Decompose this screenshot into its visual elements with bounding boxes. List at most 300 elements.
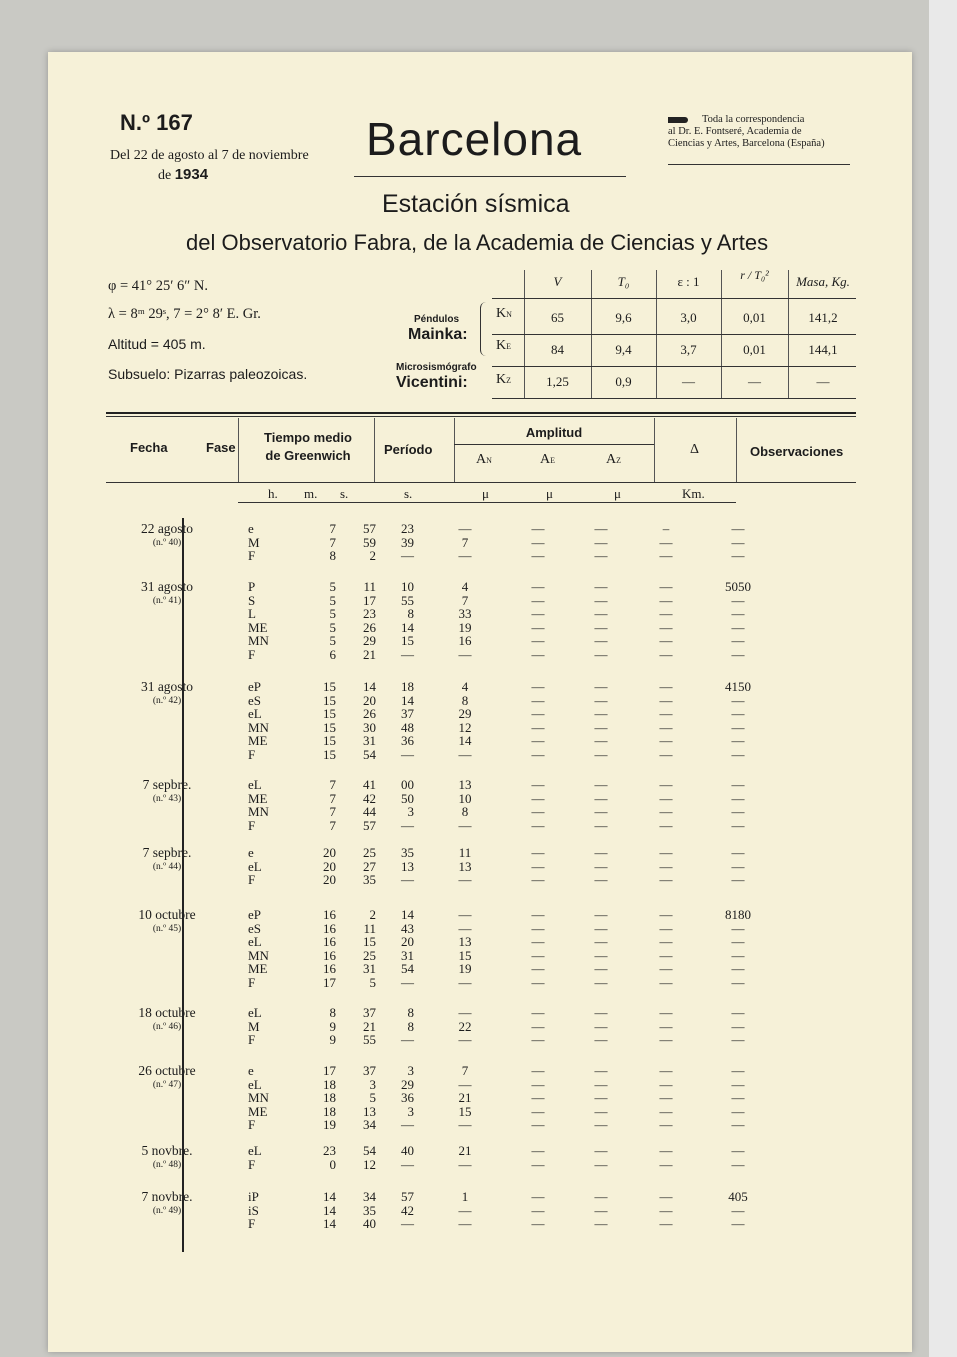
cell-m: 11 <box>363 579 376 594</box>
cell-s: 8 <box>407 1005 414 1020</box>
cell-fase: ME <box>248 619 268 635</box>
cell-m: 30 <box>363 719 376 735</box>
cell-m: 11 <box>363 920 376 936</box>
cell-az: — <box>659 534 673 550</box>
cell-fase: MN <box>248 804 269 819</box>
inst-masa: 144,1 <box>808 342 838 357</box>
cell-an: — <box>531 1189 545 1204</box>
cell-s: 48 <box>401 719 414 735</box>
units-rule <box>238 502 736 503</box>
event-number: (n.º 49) <box>152 1205 182 1216</box>
cell-an: — <box>531 1005 545 1020</box>
cell-per: 29 <box>458 706 472 721</box>
cell-m: 25 <box>363 845 376 860</box>
cell-m: 57 <box>363 817 376 833</box>
table-row <box>108 908 868 922</box>
cell-d: — <box>731 1090 745 1105</box>
event-date: 10 octubre <box>138 907 196 922</box>
cell-an: — <box>531 777 545 792</box>
head-grid-line <box>654 418 655 482</box>
col-head-ae-sub: E <box>550 456 556 465</box>
table-row <box>108 680 868 694</box>
cell-az: — <box>659 733 673 748</box>
col-head-fecha: Fecha <box>130 440 168 455</box>
cell-az: — <box>659 1090 673 1105</box>
cell-fase: M <box>248 1018 260 1034</box>
cell-h: 5 <box>329 606 336 621</box>
cell-h: 7 <box>329 777 336 792</box>
col-head-az <box>606 452 621 468</box>
cell-s: 3 <box>407 1103 414 1119</box>
cell-ae: — <box>594 706 608 721</box>
col-head-tiempo-2: de Greenwich <box>265 448 351 463</box>
cell-ae: — <box>594 633 608 648</box>
cell-ae: — <box>594 679 608 694</box>
table-row <box>108 1105 868 1119</box>
cell-d: 4150 <box>725 679 751 694</box>
cell-ae: — <box>594 872 608 887</box>
cell-d: — <box>731 592 745 608</box>
inst-eps: — <box>682 374 695 389</box>
cell-ae: — <box>594 1076 608 1092</box>
cell-fase: P <box>248 579 256 594</box>
cell-h: 16 <box>323 934 336 949</box>
cell-fase: eL <box>248 777 262 792</box>
cell-az: — <box>659 719 673 735</box>
cell-s: 8 <box>407 1018 414 1034</box>
cell-an: — <box>531 692 545 708</box>
inst-grid-line <box>492 298 856 299</box>
cell-ae: — <box>594 1189 608 1204</box>
cell-h: 17 <box>323 1063 336 1078</box>
cell-m: 31 <box>363 733 376 748</box>
cell-h: 15 <box>323 706 336 721</box>
cell-s: 36 <box>401 1090 414 1105</box>
cell-an: — <box>531 1103 545 1119</box>
table-row <box>108 949 868 963</box>
cell-per: 13 <box>458 858 472 874</box>
table-row <box>108 634 868 648</box>
table-row <box>108 792 868 806</box>
cell-ae: — <box>594 548 608 563</box>
cell-m: 14 <box>363 679 376 694</box>
bulletin-number: N.º 167 <box>120 110 193 135</box>
cell-an: — <box>531 534 545 550</box>
cell-d: — <box>731 974 745 990</box>
cell-d: — <box>731 1143 745 1158</box>
cell-az: — <box>659 920 673 936</box>
cell-fase: S <box>248 592 256 608</box>
cell-an: — <box>531 646 545 662</box>
cell-az: — <box>659 592 673 608</box>
cell-per: — <box>458 548 472 563</box>
cell-fase: eL <box>248 1076 262 1092</box>
period-line: Del 22 de agosto al 7 de noviembre <box>110 148 309 163</box>
cell-fase: iP <box>248 1189 259 1204</box>
inst-comp-letter: K <box>496 338 507 353</box>
cell-az: — <box>659 1216 673 1231</box>
col-head-ae <box>540 452 555 468</box>
correspondence-line-2: al Dr. E. Fontseré, Academia de <box>668 126 802 137</box>
table-row <box>108 922 868 936</box>
cell-s: 40 <box>401 1143 414 1158</box>
table-row <box>108 1204 868 1218</box>
cell-ae: — <box>594 579 608 594</box>
cell-h: 7 <box>329 534 336 550</box>
cell-an: — <box>531 1032 545 1047</box>
cell-fase: eL <box>248 1143 262 1158</box>
cell-m: 15 <box>363 934 376 949</box>
cell-m: 34 <box>363 1189 376 1204</box>
city-title: Barcelona <box>366 113 583 165</box>
cell-az: — <box>659 1117 673 1132</box>
cell-an: — <box>531 804 545 819</box>
col-head-az-letter: A <box>606 452 617 467</box>
cell-an: — <box>531 606 545 621</box>
table-top-rule <box>106 412 856 414</box>
station-title: Estación sísmica <box>382 190 570 218</box>
unit-m: m. <box>304 486 318 501</box>
cell-m: 26 <box>363 619 376 635</box>
cell-an: — <box>531 858 545 874</box>
observatory-title: del Observatorio Fabra, de la Academia de Ciencias y Artes <box>186 230 769 255</box>
cell-az: — <box>659 606 673 621</box>
cell-s: — <box>401 1216 414 1231</box>
event-number: (n.º 47) <box>152 1079 182 1090</box>
table-row <box>108 707 868 721</box>
cell-per: 8 <box>461 692 469 708</box>
cell-per: 8 <box>461 804 469 819</box>
cell-ae: — <box>594 858 608 874</box>
cell-ae: — <box>594 619 608 635</box>
cell-az: — <box>659 934 673 949</box>
cell-h: 23 <box>323 1143 336 1158</box>
cell-m: 41 <box>363 777 376 792</box>
cell-az: — <box>659 947 673 963</box>
event-date: 26 octubre <box>138 1063 196 1078</box>
cell-az: — <box>659 633 673 648</box>
cell-ae: — <box>594 1063 608 1078</box>
cell-az: — <box>659 1063 673 1078</box>
cell-an: — <box>531 947 545 963</box>
cell-h: 7 <box>329 804 336 819</box>
cell-az: — <box>659 706 673 721</box>
cell-fase: MN <box>248 719 269 735</box>
inst-comp <box>496 306 512 322</box>
table-row <box>108 648 868 662</box>
cell-ae: — <box>594 920 608 936</box>
cell-fase: F <box>248 817 256 833</box>
amplitud-rule <box>454 444 654 445</box>
cell-an: — <box>531 974 545 990</box>
cell-az: — <box>659 619 673 635</box>
cell-ae: — <box>594 1103 608 1119</box>
table-row <box>108 778 868 792</box>
header-bottom-rule <box>106 482 856 483</box>
cell-fase: MN <box>248 633 269 648</box>
cell-fase: MN <box>248 947 269 963</box>
cell-s: 14 <box>401 907 414 922</box>
cell-per: — <box>458 1117 472 1132</box>
cell-az: — <box>659 579 673 594</box>
cell-h: 16 <box>323 920 336 936</box>
cell-s: — <box>401 1117 414 1132</box>
event-date: 5 novbre. <box>141 1143 193 1158</box>
table-row <box>108 522 868 536</box>
table-row <box>108 549 868 563</box>
inst-eps: 3,0 <box>680 310 697 325</box>
longitude: λ = 8ᵐ 29ˢ, 7 = 2° 8′ E. Gr. <box>108 306 261 322</box>
cell-m: 5 <box>369 974 376 990</box>
event-date: 18 octubre <box>138 1005 196 1020</box>
cell-m: 13 <box>363 1103 376 1119</box>
cell-s: 20 <box>401 934 414 949</box>
cell-fase: F <box>248 1032 256 1047</box>
cell-s: 23 <box>401 521 414 536</box>
cell-an: — <box>531 633 545 648</box>
cell-h: 15 <box>323 679 336 694</box>
cell-d: — <box>731 872 745 887</box>
cell-h: 20 <box>323 872 336 887</box>
unit-ae: μ <box>546 486 553 501</box>
table-row <box>108 621 868 635</box>
cell-per: 15 <box>458 947 472 963</box>
cell-per: 33 <box>458 606 472 621</box>
cell-per: — <box>458 746 472 762</box>
cell-d: 5050 <box>725 579 751 594</box>
cell-fase: eL <box>248 706 262 721</box>
cell-ae: — <box>594 606 608 621</box>
cell-s: 10 <box>401 579 414 594</box>
period-prefix: de <box>158 168 172 183</box>
cell-d: — <box>731 606 745 621</box>
cell-per: 7 <box>461 534 469 550</box>
cell-d: — <box>731 1156 745 1172</box>
cell-s: — <box>401 1156 414 1172</box>
cell-ae: — <box>594 1143 608 1158</box>
col-head-delta: Δ <box>690 442 700 457</box>
event-number: (n.º 42) <box>152 695 182 706</box>
title-underline <box>354 176 626 177</box>
correspondence-line-3: Ciencias y Artes, Barcelona (España) <box>668 138 825 149</box>
table-row <box>108 1033 868 1047</box>
cell-ae: — <box>594 947 608 963</box>
cell-an: — <box>531 719 545 735</box>
cell-an: — <box>531 1156 545 1172</box>
cell-d: — <box>731 1032 745 1047</box>
cell-ae: — <box>594 692 608 708</box>
cell-s: — <box>401 1032 414 1047</box>
inst-comp-letter: K <box>496 306 507 321</box>
unit-km: Km. <box>682 486 705 501</box>
background-strip <box>929 0 957 1357</box>
cell-az: — <box>659 858 673 874</box>
cell-m: 59 <box>363 534 376 550</box>
cell-per: — <box>458 646 472 662</box>
cell-per: 13 <box>458 777 472 792</box>
cell-per: — <box>458 1216 472 1231</box>
cell-fase: ME <box>248 733 268 748</box>
pointing-hand-icon <box>668 117 688 123</box>
cell-az: — <box>659 679 673 694</box>
cell-fase: F <box>248 872 256 887</box>
cell-m: 2 <box>369 548 376 563</box>
cell-m: 23 <box>363 606 376 621</box>
cell-d: — <box>731 858 745 874</box>
cell-d: — <box>731 1216 745 1231</box>
inst-v: 84 <box>551 342 564 357</box>
inst-v: 1,25 <box>546 374 569 389</box>
cell-az: — <box>659 1103 673 1119</box>
cell-az: — <box>659 548 673 563</box>
cell-h: 9 <box>329 1032 336 1047</box>
cell-h: 15 <box>323 733 336 748</box>
cell-d: — <box>731 1117 745 1132</box>
cell-h: 0 <box>329 1156 336 1172</box>
table-top-rule-2 <box>106 416 856 417</box>
cell-m: 55 <box>363 1032 376 1047</box>
cell-h: 20 <box>323 858 336 874</box>
event-number: (n.º 46) <box>152 1021 182 1032</box>
cell-per: — <box>458 817 472 833</box>
cell-an: — <box>531 592 545 608</box>
cell-s: — <box>401 872 414 887</box>
cell-az: — <box>659 1143 673 1158</box>
inst-grid-line <box>492 398 856 399</box>
cell-ae: — <box>594 719 608 735</box>
table-row <box>108 873 868 887</box>
cell-m: 35 <box>363 872 376 887</box>
cell-s: 8 <box>407 606 414 621</box>
cell-ae: — <box>594 733 608 748</box>
cell-fase: M <box>248 534 260 550</box>
cell-per: — <box>458 521 472 536</box>
cell-per: 12 <box>458 719 472 735</box>
cell-d: — <box>731 746 745 762</box>
cell-d: 405 <box>728 1189 748 1204</box>
cell-s: 57 <box>401 1189 414 1204</box>
table-row <box>108 962 868 976</box>
cell-m: 29 <box>363 633 376 648</box>
cell-ae: — <box>594 845 608 860</box>
col-head-ae-letter: A <box>540 452 551 467</box>
cell-fase: F <box>248 974 256 990</box>
event-date: 22 agosto <box>140 521 194 536</box>
cell-ae: — <box>594 1018 608 1034</box>
cell-d: — <box>731 534 745 550</box>
cell-s: 55 <box>401 592 414 608</box>
cell-an: — <box>531 961 545 976</box>
cell-h: 7 <box>329 521 336 536</box>
cell-m: 31 <box>363 961 376 976</box>
cell-m: 27 <box>363 858 376 874</box>
cell-fase: L <box>248 606 256 621</box>
cell-per: 21 <box>458 1090 472 1105</box>
cell-ae: — <box>594 746 608 762</box>
cell-h: 20 <box>323 845 336 860</box>
cell-fase: iS <box>248 1202 259 1218</box>
vicentini-label: Vicentini: <box>396 374 468 391</box>
inst-comp <box>496 372 511 388</box>
inst-grid-line <box>492 366 856 367</box>
col-head-fase: Fase <box>206 440 236 455</box>
cell-az: — <box>659 974 673 990</box>
cell-an: — <box>531 817 545 833</box>
table-row <box>108 1006 868 1020</box>
cell-s: 39 <box>401 534 414 550</box>
cell-per: — <box>458 1076 472 1092</box>
cell-per: — <box>458 1202 472 1218</box>
cell-az: — <box>659 1189 673 1204</box>
cell-ae: — <box>594 1005 608 1020</box>
pendulos-brace <box>480 302 489 356</box>
event-number: (n.º 41) <box>152 595 182 606</box>
head-grid-line <box>736 418 737 482</box>
cell-h: 19 <box>323 1117 336 1132</box>
cell-per: 1 <box>461 1189 469 1204</box>
cell-s: 3 <box>407 804 414 819</box>
table-row <box>108 607 868 621</box>
table-row <box>108 860 868 874</box>
cell-s: 42 <box>401 1202 414 1218</box>
cell-fase: F <box>248 1216 256 1231</box>
cell-m: 34 <box>363 1117 376 1132</box>
unit-h: h. <box>268 486 278 501</box>
cell-az: — <box>659 1202 673 1218</box>
cell-d: — <box>731 920 745 936</box>
cell-an: — <box>531 790 545 806</box>
cell-fase: eP <box>248 679 261 694</box>
col-head-tiempo-1: Tiempo medio <box>264 430 352 445</box>
cell-per: 10 <box>458 790 472 806</box>
cell-d: — <box>731 1005 745 1020</box>
cell-fase: eS <box>248 692 261 708</box>
cell-s: 14 <box>401 619 414 635</box>
cell-ae: — <box>594 1090 608 1105</box>
table-row <box>108 1118 868 1132</box>
cell-s: 3 <box>407 1063 414 1078</box>
cell-m: 54 <box>363 1143 376 1158</box>
table-row <box>108 1158 868 1172</box>
head-grid-line <box>238 418 239 482</box>
event-number: (n.º 48) <box>152 1159 182 1170</box>
cell-d: — <box>731 548 745 563</box>
cell-m: 21 <box>363 646 376 662</box>
cell-an: — <box>531 619 545 635</box>
cell-fase: eP <box>248 907 261 922</box>
cell-m: 17 <box>363 592 376 608</box>
cell-fase: F <box>248 1117 256 1132</box>
inst-t0: 9,6 <box>615 310 632 325</box>
cell-az: — <box>659 1018 673 1034</box>
cell-per: 19 <box>458 961 472 976</box>
inst-comp-sub: N <box>506 310 512 319</box>
cell-per: 7 <box>461 592 469 608</box>
cell-m: 35 <box>363 1202 376 1218</box>
cell-az: — <box>659 692 673 708</box>
cell-s: — <box>401 817 414 833</box>
inst-head-masa: Masa, Kg. <box>796 274 850 289</box>
cell-ae: — <box>594 907 608 922</box>
cell-per: — <box>458 1005 472 1020</box>
mainka-label: Mainka: <box>408 326 468 343</box>
correspondence-note <box>668 114 825 150</box>
cell-d: — <box>731 521 745 536</box>
event-number: (n.º 45) <box>152 923 182 934</box>
cell-h: 15 <box>323 746 336 762</box>
inst-comp-sub: E <box>506 342 512 351</box>
cell-ae: — <box>594 817 608 833</box>
